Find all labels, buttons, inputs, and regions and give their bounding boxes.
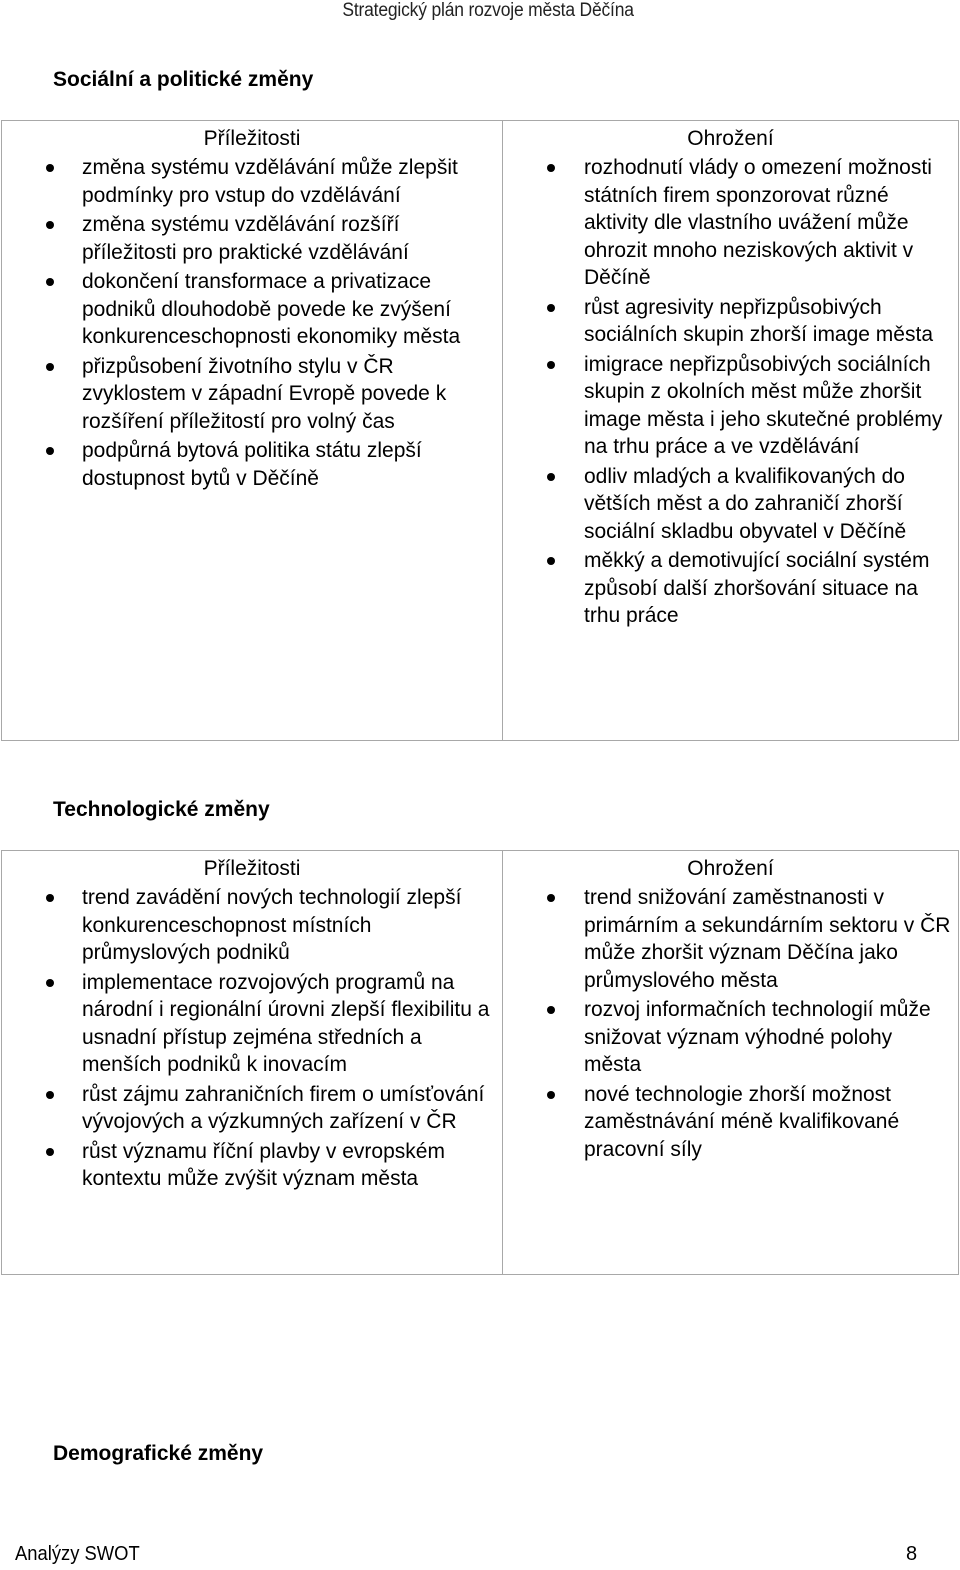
list-item [503,547,958,630]
bullet-icon [547,164,555,172]
bullet-icon [46,278,54,286]
section-title-social: Sociální a politické změny [53,68,314,91]
list-item-text: trend snižování zaměstnanosti v primárním a sekundárním sektoru v ČR může zhoršit význam Děčína jako průmyslového města [584,886,951,992]
column-heading-opportunities: Příležitosti [203,857,301,880]
section-title-demography: Demografické změny [53,1442,264,1465]
bullet-icon [547,1091,555,1099]
list-item [503,351,958,461]
list-item [2,437,502,492]
footer-label: Analýzy SWOT [15,1543,140,1565]
list-item [2,969,502,1079]
list-item-text: růst agresivity nepřizpůsobivých sociálních skupin zhorší image města [584,295,933,346]
list-item-text: imigrace nepřizpůsobivých sociálních skupin z okolních měst může zhoršit image města i jeho skutečné problémy na trhu práce a ve vzdělávání [584,352,943,458]
column-heading-threats: Ohrožení [687,127,774,150]
list-item-text: přizpůsobení životního stylu v ČR zvyklostem v západní Evropě povede k rozšíření příležitostí pro volný čas [82,354,447,433]
list-item-text: rozvoj informačních technologií může snižovat význam výhodné polohy města [584,998,931,1076]
threats-column [503,851,959,1275]
opportunities-column [2,121,503,741]
column-heading-opportunities: Příležitosti [203,127,301,150]
swot-table-social [1,120,959,741]
list-item [503,996,958,1079]
list-item [503,884,958,994]
list-item-text: podpůrná bytová politika státu zlepší dostupnost bytů v Děčíně [82,439,422,490]
list-item-text: trend zavádění nových technologií zlepší konkurenceschopnost místních průmyslových podniků [82,886,462,964]
opportunities-list [2,154,502,492]
list-item-text: změna systému vzdělávání rozšíří příležitosti pro praktické vzdělávání [82,213,409,264]
opportunities-list [2,884,502,1193]
threats-list [503,154,958,630]
bullet-icon [46,164,54,172]
list-item-text: růst zájmu zahraničních firem o umísťování vývojových a výzkumných zařízení v ČR [82,1082,485,1133]
section-title-technology: Technologické změny [53,798,270,821]
bullet-icon [547,473,555,481]
column-heading-threats: Ohrožení [687,857,774,880]
bullet-icon [547,894,555,902]
bullet-icon [46,363,54,371]
page-number: 8 [906,1543,918,1565]
swot-table-technology [1,850,959,1275]
opportunities-column [2,851,503,1275]
list-item [2,353,502,436]
list-item-text: měkký a demotivující sociální systém způsobí další zhoršování situace na trhu práce [584,549,930,627]
running-header: Strategický plán rozvoje města Děčína [342,0,634,21]
bullet-icon [46,894,54,902]
bullet-icon [547,557,555,565]
bullet-icon [46,447,54,455]
bullet-icon [46,1091,54,1099]
threats-column [503,121,959,741]
list-item [503,1081,958,1164]
list-item [503,154,958,292]
threats-list [503,884,958,1163]
list-item-text: implementace rozvojových programů na národní i regionální úrovni zlepší flexibilitu a usnadní přístup zejména středních a menších podniků k inovacím [82,970,490,1076]
bullet-icon [547,361,555,369]
bullet-icon [46,1148,54,1156]
list-item-text: změna systému vzdělávání může zlepšit podmínky pro vstup do vzdělávání [82,156,458,207]
list-item-text: dokončení transformace a privatizace podniků dlouhodobě povede ke zvýšení konkurenceschopnosti ekonomiky města [82,270,461,348]
list-item [2,884,502,967]
list-item [503,463,958,546]
bullet-icon [547,1006,555,1014]
bullet-icon [46,221,54,229]
list-item [2,1138,502,1193]
list-item-text: rozhodnutí vlády o omezení možnosti státních firem sponzorovat různé aktivity dle vlastního uvážení může ohrozit mnoho neziskových aktivit v Děčíně [584,156,932,289]
list-item [2,1081,502,1136]
list-item [2,211,502,266]
bullet-icon [46,979,54,987]
list-item-text: růst významu říční plavby v evropském kontextu může zvýšit význam města [82,1139,445,1190]
list-item-text: odliv mladých a kvalifikovaných do větších měst a do zahraničí zhorší sociální skladbu obyvatel v Děčíně [584,464,907,543]
list-item-text: nové technologie zhorší možnost zaměstnávání méně kvalifikované pracovní síly [584,1082,900,1161]
list-item [2,268,502,351]
list-item [503,294,958,349]
bullet-icon [547,304,555,312]
list-item [2,154,502,209]
